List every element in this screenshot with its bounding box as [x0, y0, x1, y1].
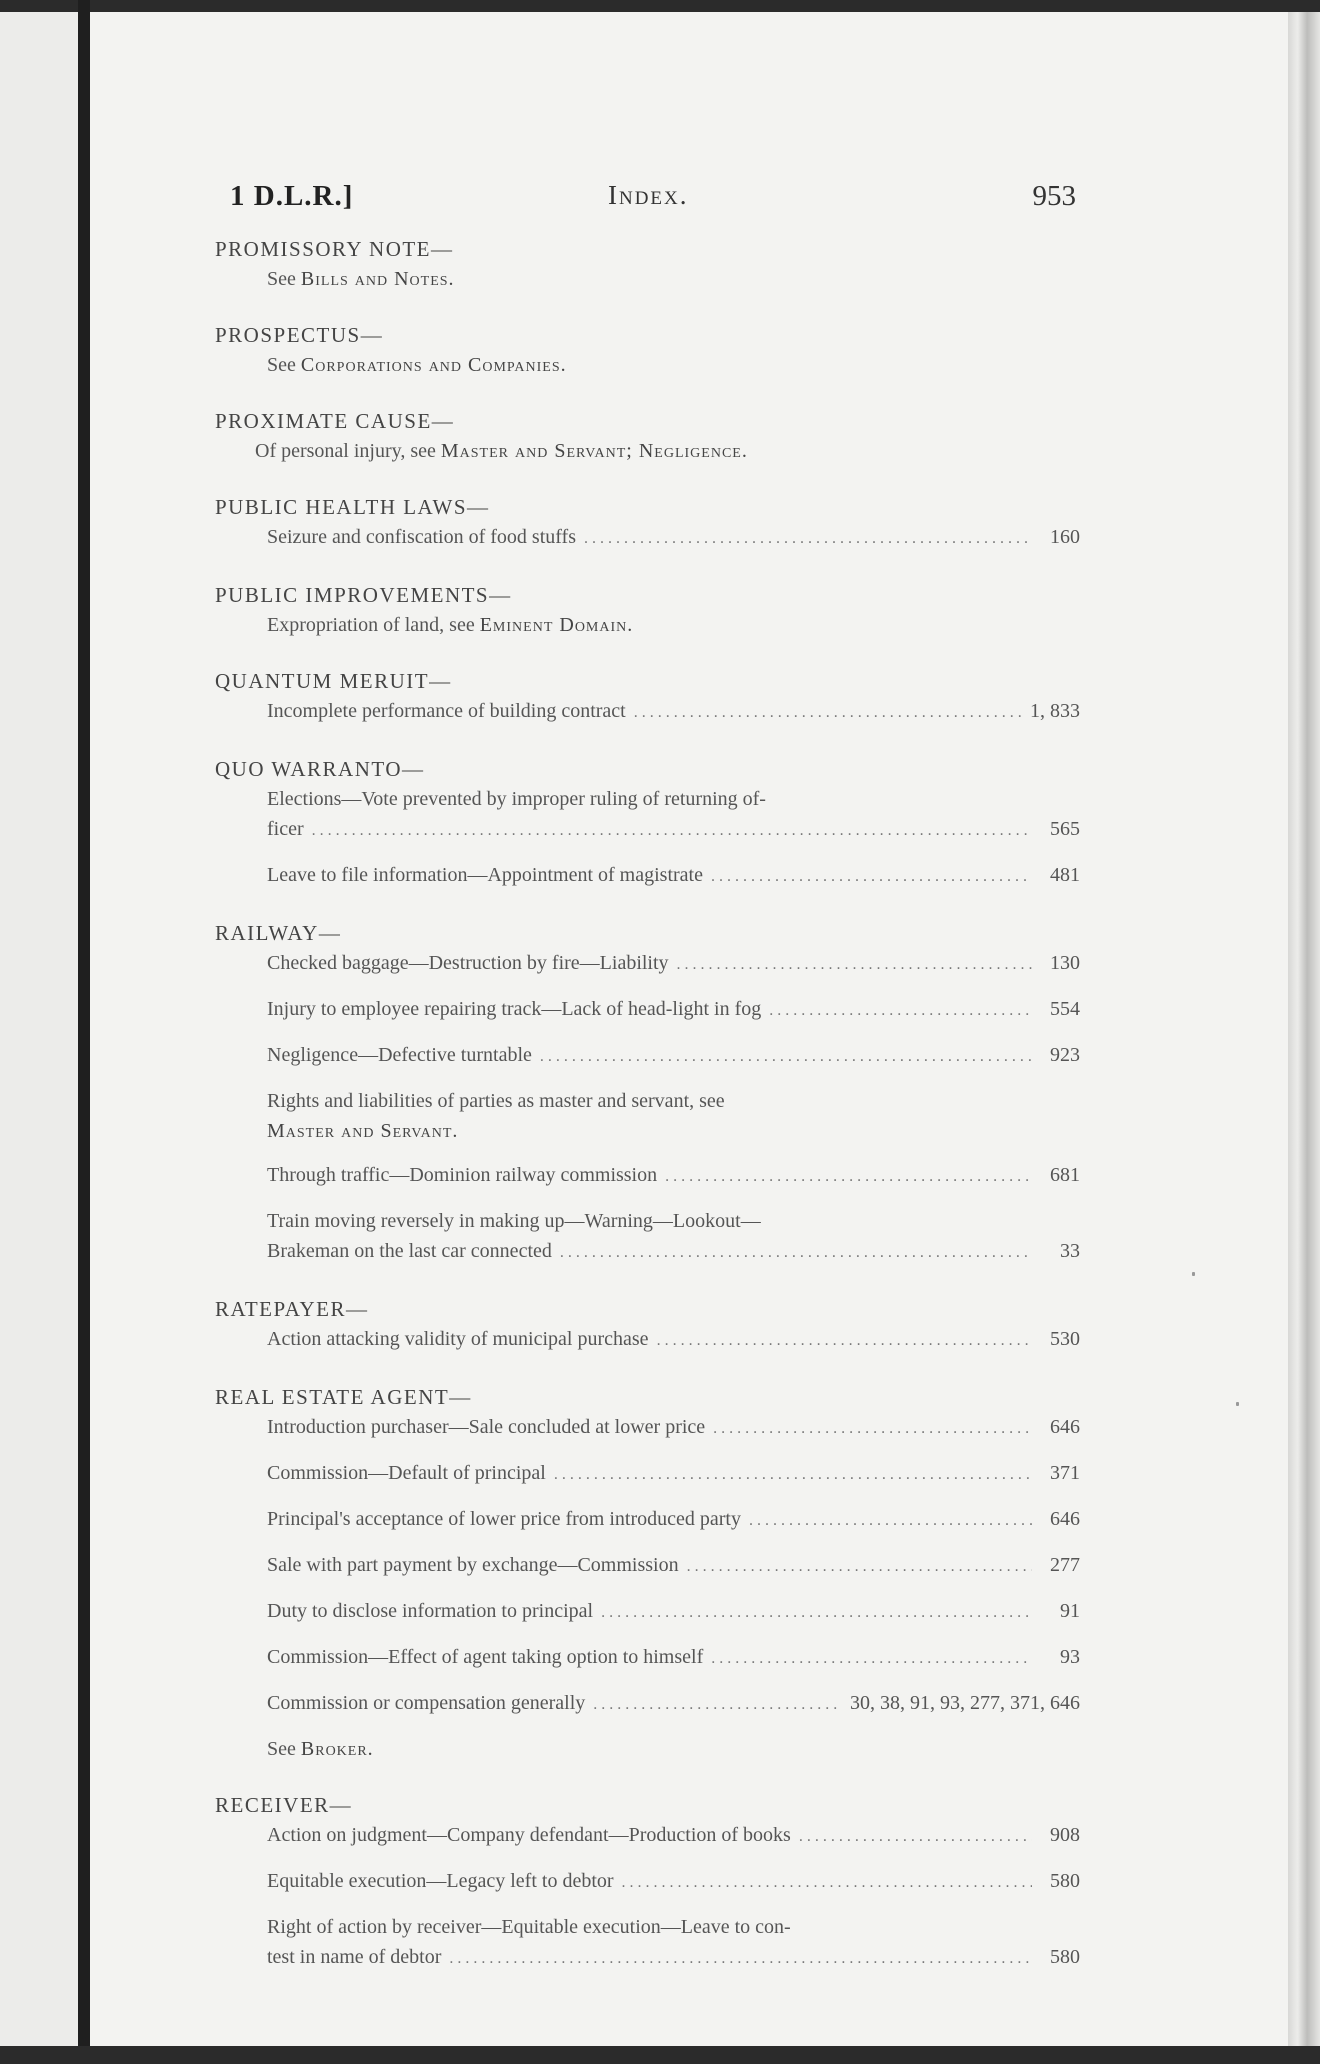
subentry-text: Injury to employee repairing track—Lack of head-light in fog — [267, 998, 762, 1020]
subentry-text: Sale with part payment by exchange—Commission — [267, 1554, 679, 1576]
page-reference: 93 — [1060, 1646, 1080, 1668]
leader-dots — [665, 1162, 1032, 1192]
subentry-text: ficer — [267, 818, 304, 840]
subentry-text-line: Rights and liabilities of parties as master and servant, see — [267, 1090, 725, 1112]
page-reference: 554 — [1050, 998, 1080, 1020]
index-entry — [215, 666, 1080, 728]
leader-dots — [560, 1238, 1032, 1268]
subentry — [267, 784, 1080, 846]
subentry-text: Commission—Default of principal — [267, 1462, 546, 1484]
page-reference: 646 — [1050, 1508, 1080, 1530]
leader-dots — [711, 1644, 1032, 1674]
facing-page-edge — [0, 12, 78, 2052]
entry-heading: PROXIMATE CAUSE— — [215, 409, 455, 433]
index-entry — [215, 320, 1080, 380]
leader-dots — [593, 1690, 842, 1720]
page-reference: 923 — [1050, 1044, 1080, 1066]
subentry-text: Seizure and confiscation of food stuffs — [267, 526, 576, 548]
subentry — [267, 1324, 1080, 1356]
page-title: Index. — [608, 180, 689, 210]
subentry-text: Expropriation of land, see — [267, 614, 480, 636]
page-reference: 91 — [1060, 1600, 1080, 1622]
page-reference: 908 — [1050, 1824, 1080, 1846]
page-stack-edge — [1288, 12, 1320, 2052]
subentry — [267, 1412, 1080, 1444]
subentry-text: Action attacking validity of municipal purchase — [267, 1328, 649, 1350]
leader-dots — [312, 816, 1032, 846]
page-reference: 580 — [1050, 1870, 1080, 1892]
subentry-text: Incomplete performance of building contract — [267, 700, 626, 722]
subentry — [267, 948, 1080, 980]
subentry — [267, 860, 1080, 892]
page-reference: 160 — [1050, 526, 1080, 548]
page-reference: 481 — [1050, 864, 1080, 886]
subentry — [267, 1642, 1080, 1674]
book-gutter — [78, 0, 90, 2064]
leader-dots — [601, 1598, 1032, 1628]
leader-dots — [449, 1944, 1032, 1974]
page-reference: 1, 833 — [1030, 700, 1080, 722]
page-reference: 646 — [1050, 1416, 1080, 1438]
subentry-text: Equitable execution—Legacy left to debtor — [267, 1870, 614, 1892]
subentry-text: Commission—Effect of agent taking option to himself — [267, 1646, 704, 1668]
cross-reference — [255, 436, 1080, 466]
subentry-text: Action on judgment—Company defendant—Production of books — [267, 1824, 791, 1846]
scan-speck — [1236, 1402, 1239, 1406]
subentry — [267, 994, 1080, 1026]
index-entry — [215, 1790, 1080, 1974]
reference-target: Master and Servant. — [267, 1120, 459, 1142]
reference-target: Eminent Domain. — [479, 614, 634, 636]
entry-heading: REAL ESTATE AGENT— — [215, 1385, 472, 1409]
see-label: See — [267, 268, 301, 290]
reference-target: Master and Servant; Negligence. — [440, 440, 748, 462]
subentry — [267, 1550, 1080, 1582]
subentry — [267, 1040, 1080, 1072]
subentry-continuation — [267, 1236, 1080, 1268]
see-label: See — [267, 1738, 301, 1760]
subentry-text: Introduction purchaser—Sale concluded at lower price — [267, 1416, 706, 1438]
subentry — [267, 1820, 1080, 1852]
index-entry — [215, 1382, 1080, 1764]
cross-reference — [267, 1734, 1080, 1764]
subentry-text: Negligence—Defective turntable — [267, 1044, 532, 1066]
entry-heading: QUO WARRANTO— — [215, 757, 425, 781]
leader-dots — [677, 950, 1032, 980]
running-header — [230, 180, 1076, 224]
entry-heading: PROMISSORY NOTE— — [215, 237, 454, 261]
leader-dots — [622, 1868, 1032, 1898]
cross-reference — [267, 264, 1080, 294]
subentry-text-line: Elections—Vote prevented by improper ruling of returning of- — [267, 788, 766, 810]
subentry-continuation — [267, 814, 1080, 846]
subentry-text: test in name of debtor — [267, 1946, 442, 1968]
subentry — [267, 1458, 1080, 1490]
page-reference: 530 — [1050, 1328, 1080, 1350]
subentry-text: Of personal injury, see — [255, 440, 441, 462]
subentry-text: Checked baggage—Destruction by fire—Liability — [267, 952, 669, 974]
subentry-text: Principal's acceptance of lower price from introduced party — [267, 1508, 741, 1530]
entry-heading: RAILWAY— — [215, 921, 342, 945]
index-entry — [215, 406, 1080, 466]
page-reference: 30, 38, 91, 93, 277, 371, 646 — [850, 1692, 1080, 1714]
reference-target: Corporations and Companies. — [300, 354, 567, 376]
leader-dots — [749, 1506, 1032, 1536]
page-reference: 277 — [1050, 1554, 1080, 1576]
entry-heading: RECEIVER— — [215, 1793, 353, 1817]
index-entry — [215, 492, 1080, 554]
leader-dots — [711, 862, 1032, 892]
index-entry — [215, 234, 1080, 294]
entry-heading: PROSPECTUS— — [215, 323, 384, 347]
leader-dots — [657, 1326, 1032, 1356]
page-reference: 33 — [1060, 1240, 1080, 1262]
cross-reference — [267, 350, 1080, 380]
scan-border — [0, 2046, 1320, 2064]
volume-reference: 1 D.L.R.] — [230, 180, 354, 212]
subentry — [267, 1688, 1080, 1720]
subentry-text: Duty to disclose information to principal — [267, 1600, 594, 1622]
subentry — [267, 1912, 1080, 1974]
index-entry — [215, 580, 1080, 640]
leader-dots — [540, 1042, 1032, 1072]
leader-dots — [713, 1414, 1032, 1444]
subentry-text: Commission or compensation generally — [267, 1692, 586, 1714]
subentry-text-line: Right of action by receiver—Equitable execution—Leave to con- — [267, 1916, 791, 1938]
cross-reference — [267, 610, 1080, 640]
reference-target: Bills and Notes. — [300, 268, 455, 290]
index-entry — [215, 1294, 1080, 1356]
see-label: See — [267, 354, 301, 376]
leader-dots — [769, 996, 1032, 1026]
subentry — [267, 1596, 1080, 1628]
entry-heading: PUBLIC IMPROVEMENTS— — [215, 583, 512, 607]
page-reference: 565 — [1050, 818, 1080, 840]
subentry — [267, 1504, 1080, 1536]
subentry-text: Brakeman on the last car connected — [267, 1240, 552, 1262]
subentry-text: Through traffic—Dominion railway commission — [267, 1164, 658, 1186]
scan-speck — [1192, 1272, 1195, 1276]
subentry — [267, 1866, 1080, 1898]
index-entry — [215, 754, 1080, 892]
leader-dots — [584, 524, 1032, 554]
leader-dots — [634, 698, 1022, 728]
page-reference: 130 — [1050, 952, 1080, 974]
subentry-text: Leave to file information—Appointment of magistrate — [267, 864, 703, 886]
index-entries — [215, 234, 1080, 1974]
page-reference: 580 — [1050, 1946, 1080, 1968]
page-reference: 681 — [1050, 1164, 1080, 1186]
subentry-text-line: Train moving reversely in making up—Warning—Lookout— — [267, 1210, 761, 1232]
index-entry — [215, 918, 1080, 1268]
entry-heading: PUBLIC HEALTH LAWS— — [215, 495, 490, 519]
leader-dots — [554, 1460, 1032, 1490]
entry-heading: RATEPAYER— — [215, 1297, 369, 1321]
leader-dots — [687, 1552, 1032, 1582]
page-reference: 371 — [1050, 1462, 1080, 1484]
subentry — [267, 1206, 1080, 1268]
entry-heading: QUANTUM MERUIT— — [215, 669, 452, 693]
page-number: 953 — [1032, 180, 1076, 212]
subentry — [267, 522, 1080, 554]
cross-reference — [267, 1086, 1080, 1146]
subentry — [267, 696, 1080, 728]
reference-target: Broker. — [300, 1738, 374, 1760]
leader-dots — [799, 1822, 1032, 1852]
subentry-continuation — [267, 1942, 1080, 1974]
subentry — [267, 1160, 1080, 1192]
